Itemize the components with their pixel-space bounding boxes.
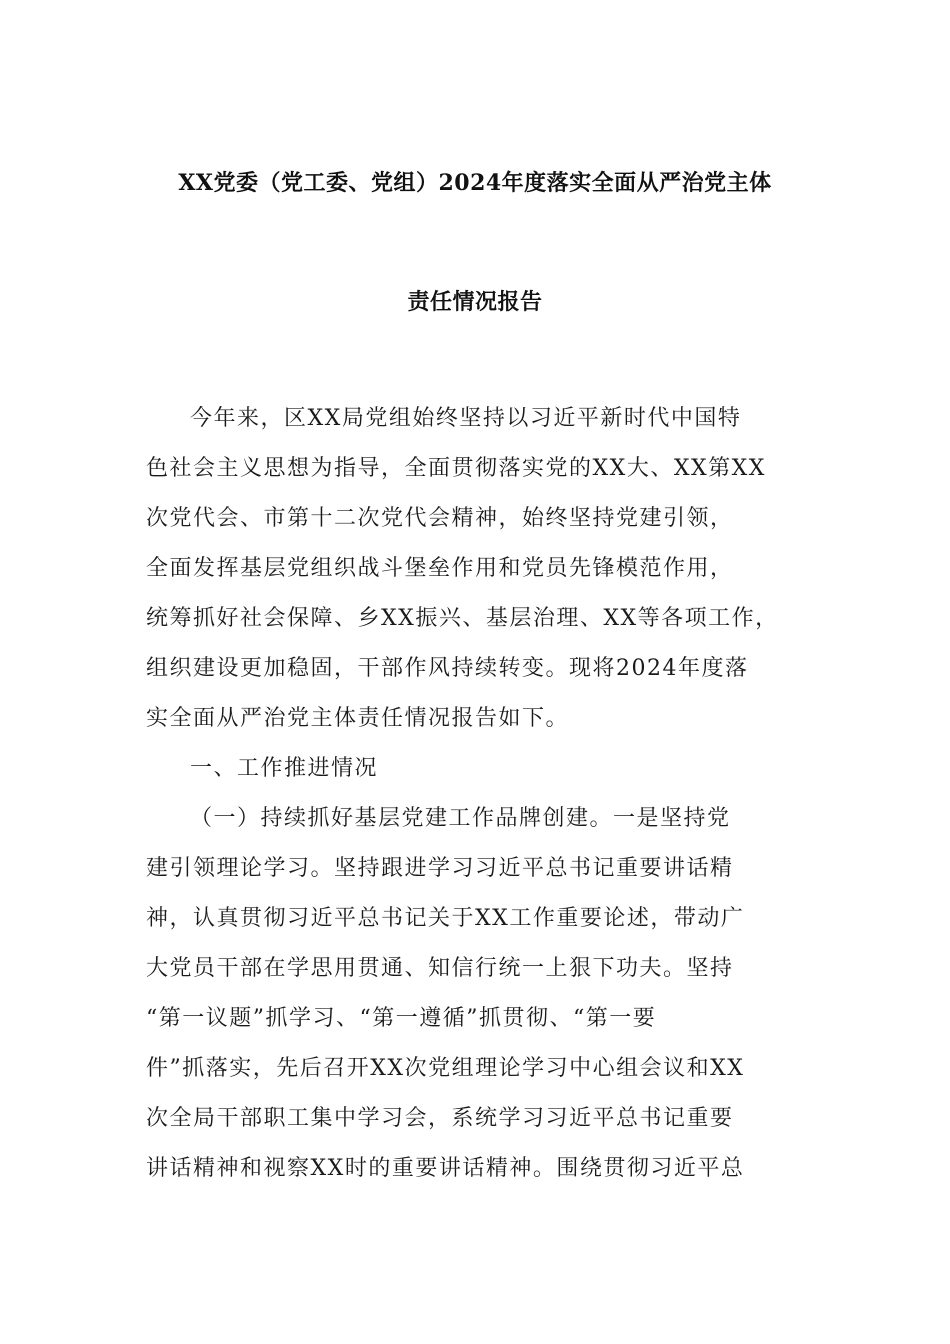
paragraph-line: 今年来，区XX局党组始终坚持以习近平新时代中国特 [190,406,742,431]
paragraph-line: 全面发挥基层党组织战斗堡垒作用和党员先锋模范作用， [146,556,734,581]
paragraph-line: 实全面从严治党主体责任情况报告如下。 [146,706,570,731]
paragraph-line: 讲话精神和视察XX时的重要讲话精神。围绕贯彻习近平总 [146,1156,745,1181]
paragraph-line: 件”抓落实，先后召开XX次党组理论学习中心组会议和XX [146,1056,745,1081]
paragraph-line: 次全局干部职工集中学习会，系统学习习近平总书记重要 [146,1106,734,1131]
paragraph-line: 统筹抓好社会保障、乡XX振兴、基层治理、XX等各项工作， [146,606,779,631]
paragraph-line: 色社会主义思想为指导，全面贯彻落实党的XX大、XX第XX [146,456,766,481]
paragraph-line: 大党员干部在学思用贯通、知信行统一上狠下功夫。坚持 [146,956,734,981]
paragraph-line: “第一议题”抓学习、“第一遵循”抓贯彻、“第一要 [146,1006,657,1031]
paragraph-line: 次党代会、市第十二次党代会精神，始终坚持党建引领， [146,506,734,531]
document-title-line-1: XX党委（党工委、党组）2024年度落实全面从严治党主体 [178,170,772,196]
paragraph-line: （一）持续抓好基层党建工作品牌创建。一是坚持党 [190,806,731,831]
document-title-line-2: 责任情况报告 [407,289,543,315]
paragraph-line: 组织建设更加稳固，干部作风持续转变。现将2024年度落 [146,656,749,681]
paragraph-line: 神，认真贯彻习近平总书记关于XX工作重要论述，带动广 [146,906,745,931]
paragraph-line: 建引领理论学习。坚持跟进学习习近平总书记重要讲话精 [146,856,734,881]
section-heading: 一、工作推进情况 [190,756,379,781]
